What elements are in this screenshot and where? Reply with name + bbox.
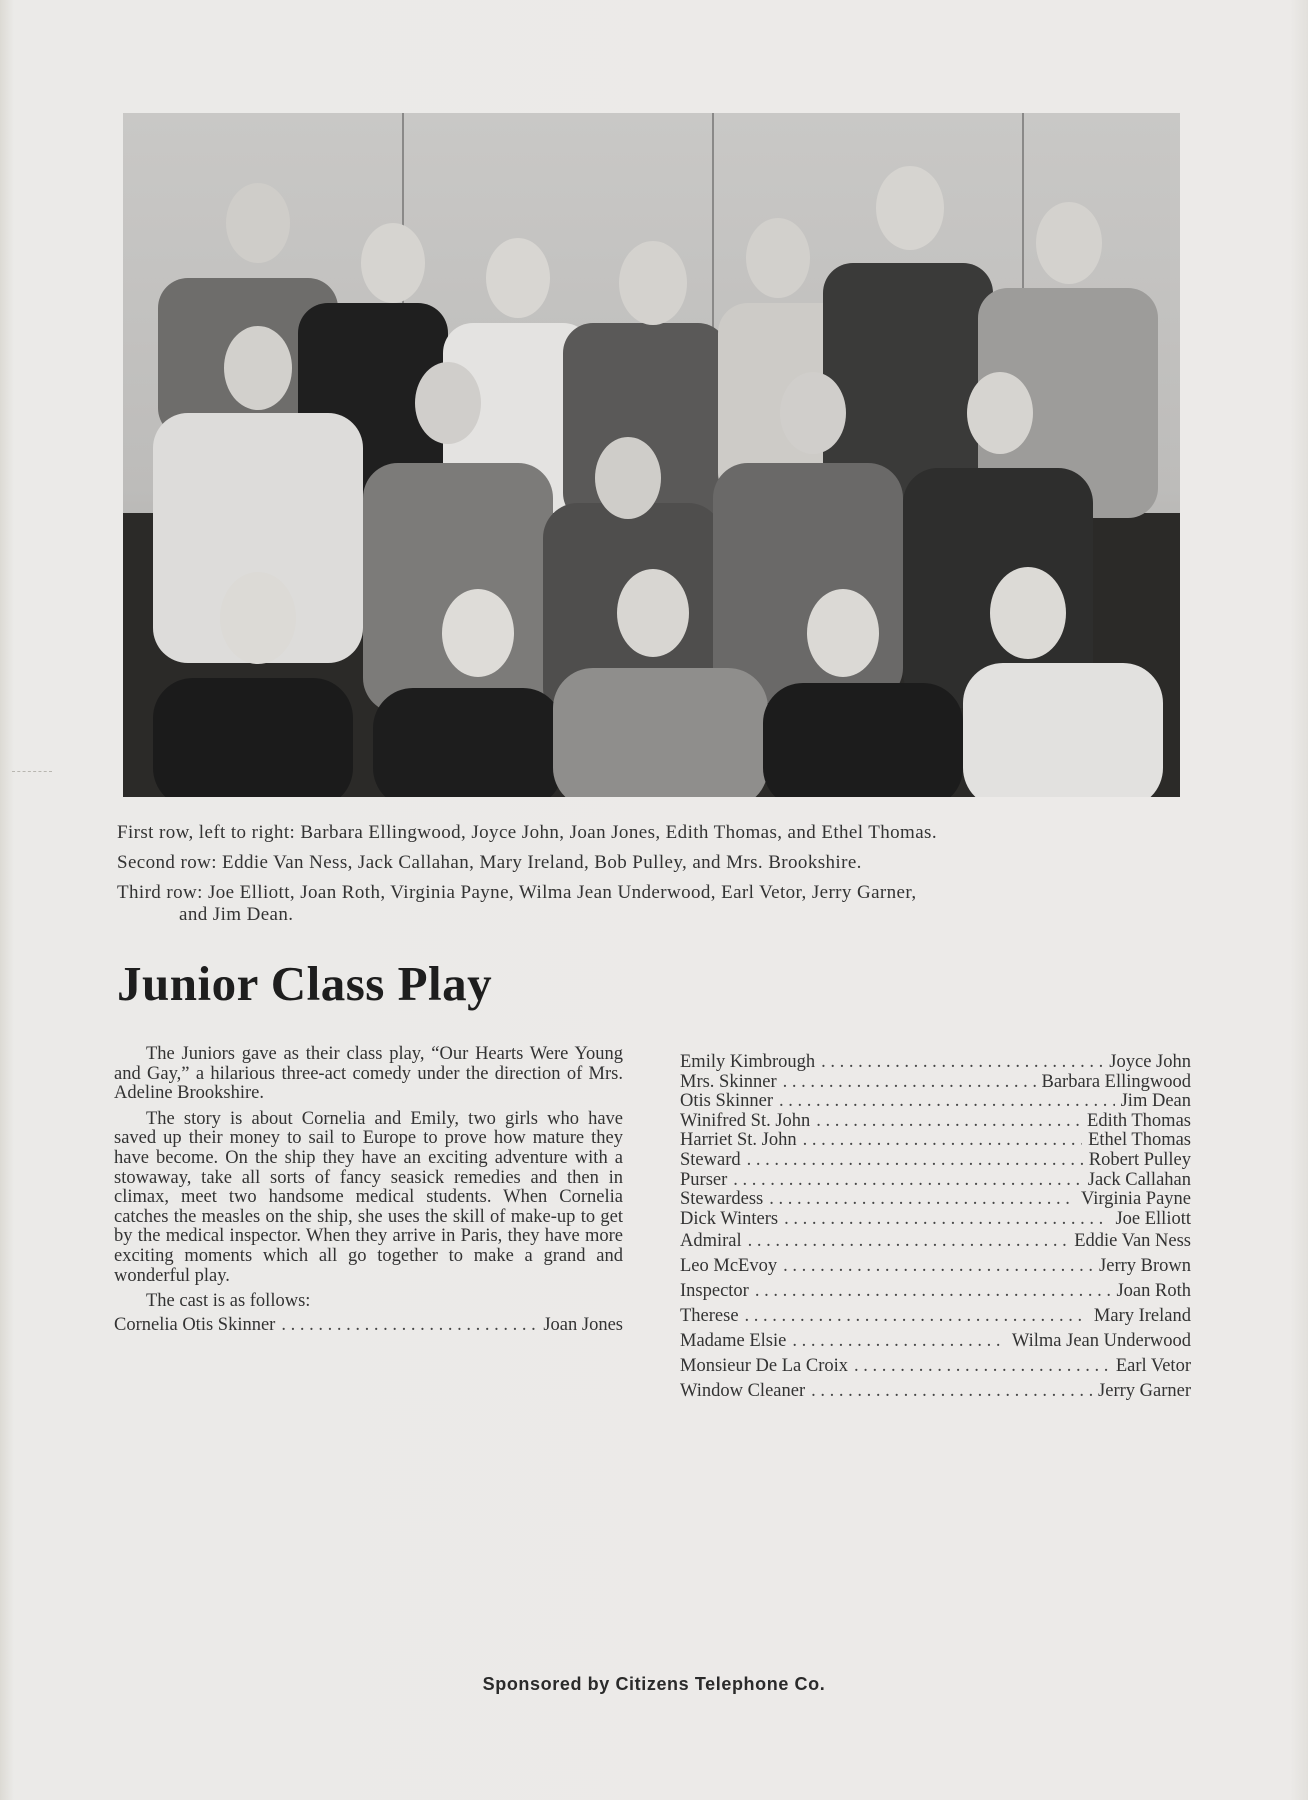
cast-leader-dots: [803, 1131, 1082, 1151]
cast-row: [680, 1073, 1191, 1093]
cast-role: Steward: [680, 1149, 741, 1170]
cast-leader-dots: [783, 1254, 1093, 1279]
cast-leader-dots: [816, 1112, 1081, 1132]
cast-row: [680, 1151, 1191, 1171]
cast-role: Therese: [680, 1306, 739, 1327]
cast-actor: Wilma Jean Underwood: [1011, 1331, 1191, 1352]
caption-second-row: Second row: Eddie Van Ness, Jack Callahan, Mary Ireland, Bob Pulley, and Mrs. Brookshire.: [117, 852, 862, 873]
cast-actor: Joyce John: [1109, 1052, 1191, 1072]
class-group-photo: [123, 113, 1180, 797]
cast-leader-dots: [854, 1354, 1110, 1379]
cast-leader-dots: [779, 1092, 1115, 1112]
cast-row: [680, 1053, 1191, 1073]
cast-row: [680, 1279, 1191, 1304]
cast-leader-dots: [755, 1279, 1111, 1304]
cast-role: Harriet St. John: [680, 1130, 797, 1151]
sponsor-line: Sponsored by Citizens Telephone Co.: [482, 1674, 826, 1694]
cast-leader-dots: [748, 1229, 1069, 1254]
cast-row: [680, 1304, 1191, 1329]
cast-row: [680, 1379, 1191, 1404]
photo-caption: [117, 822, 1192, 926]
cast-leader-dots: [745, 1304, 1088, 1329]
cast-role: Cornelia Otis Skinner: [114, 1314, 276, 1335]
cast-actor: Joe Elliott: [1115, 1208, 1191, 1229]
cast-actor: Jerry Brown: [1099, 1256, 1191, 1277]
cast-actor: Joan Jones: [543, 1314, 623, 1335]
caption-third-row-line-1: Third row: Joe Elliott, Joan Roth, Virginia Payne, Wilma Jean Underwood, Earl Vetor, Jerry Garner,: [117, 882, 917, 903]
cast-row: [680, 1131, 1191, 1151]
cast-actor: Edith Thomas: [1087, 1110, 1191, 1131]
cast-row: [680, 1254, 1191, 1279]
cast-leader-dots: [821, 1053, 1103, 1073]
cast-role: Inspector: [680, 1281, 749, 1302]
cast-row: [680, 1092, 1191, 1112]
cast-role: Admiral: [680, 1231, 742, 1252]
cast-actor: Joan Roth: [1116, 1281, 1191, 1302]
cast-row: [680, 1171, 1191, 1191]
cast-role: Window Cleaner: [680, 1381, 806, 1402]
cast-actor: Barbara Ellingwood: [1041, 1071, 1191, 1092]
caption-first-row: First row, left to right: Barbara Ellingwood, Joyce John, Joan Jones, Edith Thomas, and Ethel Thomas.: [117, 822, 937, 843]
cast-leader-dots: [733, 1171, 1081, 1191]
edge-mark: [12, 771, 52, 773]
cast-actor: Mary Ireland: [1093, 1306, 1191, 1327]
caption-third-row-line-2: and Jim Dean.: [179, 904, 294, 925]
story-paragraph-plot: The story is about Cornelia and Emily, two girls who have saved up their money to sail to Europe to prove how mature they have become. On the ship they have an exciting adventure with a stowaway, take all sorts of fancy seasick remedies and then in climax, meet two handsome medical students. When Cornelia catches the measles on the ship, she uses the skill of make-up to get by the medical inspector. When they arrive in Paris, they have more exciting moments which all go together to make a grand and wonderful play.: [114, 1108, 623, 1286]
cast-role: Dick Winters: [680, 1208, 779, 1229]
photo-illustration: [123, 113, 1180, 797]
cast-role: Leo McEvoy: [680, 1256, 778, 1277]
cast-row: [680, 1229, 1191, 1254]
cast-row-first: [114, 1316, 623, 1336]
cast-role: Monsieur De La Croix: [680, 1356, 849, 1377]
cast-actor: Robert Pulley: [1088, 1149, 1191, 1170]
cast-actor: Virginia Payne: [1080, 1189, 1191, 1210]
cast-leader-dots: [792, 1329, 1006, 1354]
cast-leader-dots: [747, 1151, 1083, 1171]
cast-role: Madame Elsie: [680, 1331, 787, 1352]
cast-leader-dots: [784, 1210, 1109, 1230]
caption-third-row: [117, 882, 1192, 926]
cast-role: Emily Kimbrough: [680, 1052, 816, 1072]
cast-actor: Earl Vetor: [1115, 1356, 1191, 1377]
cast-role: Purser: [680, 1169, 728, 1190]
cast-actor: Jack Callahan: [1087, 1169, 1191, 1190]
cast-actor: Jerry Garner: [1098, 1381, 1191, 1402]
story-paragraph-intro: The Juniors gave as their class play, “Our Hearts Were Young and Gay,” a hilarious three-act comedy under the direction of Mrs. Adeline Brookshire.: [114, 1044, 623, 1104]
story-paragraph-cast-intro: The cast is as follows:: [146, 1291, 311, 1312]
cast-leader-dots: [281, 1316, 537, 1336]
cast-role: Mrs. Skinner: [680, 1071, 777, 1092]
cast-row: [680, 1112, 1191, 1132]
cast-list: [680, 1053, 1191, 1404]
cast-row: [680, 1210, 1191, 1230]
cast-leader-dots: [811, 1379, 1092, 1404]
cast-row: [680, 1190, 1191, 1210]
cast-leader-dots: [769, 1190, 1075, 1210]
cast-role: Stewardess: [680, 1189, 764, 1210]
page-title: Junior Class Play: [117, 956, 493, 1011]
cast-row: [680, 1354, 1191, 1379]
cast-role: Winifred St. John: [680, 1110, 811, 1131]
cast-actor: Jim Dean: [1120, 1091, 1191, 1112]
cast-actor: Ethel Thomas: [1088, 1130, 1191, 1151]
cast-row: [680, 1329, 1191, 1354]
cast-actor: Eddie Van Ness: [1074, 1231, 1191, 1252]
story-column: [114, 1045, 623, 1335]
cast-leader-dots: [783, 1073, 1036, 1093]
cast-role: Otis Skinner: [680, 1091, 774, 1112]
